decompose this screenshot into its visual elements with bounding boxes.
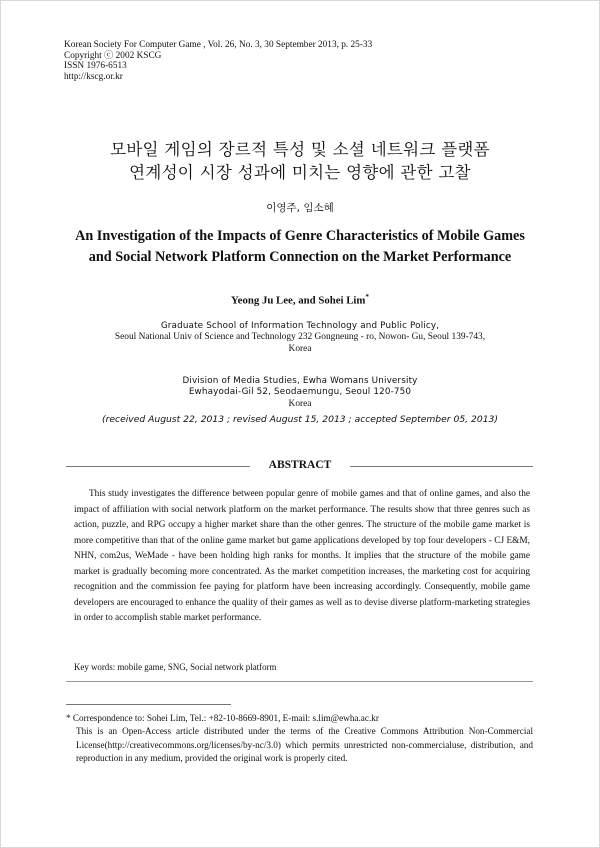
license-note: This is an Open-Access article distributed under the terms of the Creative Commons Attribution Non-Commercial License(http://creativecommons.org/licenses/by-nc/3.0) which permits unrestricted non-commercialuse, distribution, and reproduction in any medium, provided the original work is properly cited. — [76, 726, 533, 763]
english-authors — [0, 293, 600, 307]
affiliation-2-line-1: Division of Media Studies, Ewha Womans University — [182, 376, 418, 386]
keywords: Key words: mobile game, SNG, Social network platform — [74, 662, 277, 672]
journal-header — [64, 40, 372, 82]
footnote-rule — [66, 704, 231, 705]
footnote — [66, 712, 533, 765]
affiliation-2-line-2: Ewhayodai-Gil 52, Seodaemungu, Seoul 120-750 — [188, 387, 412, 398]
korean-title-line-1: 모바일 게임의 장르적 특성 및 소셜 네트워크 플랫폼 — [110, 140, 490, 159]
abstract-rule-left — [66, 466, 250, 467]
korean-title-line-2: 연계성이 시장 성과에 미치는 영향에 관한 고찰 — [129, 163, 471, 182]
abstract-rule-right — [350, 466, 533, 467]
affiliation-1-line-3: Korea — [288, 343, 312, 354]
korean-title — [0, 138, 600, 184]
affiliation-1-line-1: Graduate School of Information Technology and Public Policy, — [160, 321, 440, 331]
journal-citation: Korean Society For Computer Game , Vol. 26, No. 3, 30 September 2013, p. 25-33 — [64, 40, 373, 50]
affiliation-1-line-2: Seoul National Univ of Science and Technology 232 Gongneung - ro, Nowon- Gu, Seoul 139-743, — [114, 332, 486, 343]
korean-authors: 이영주, 임소혜 — [266, 202, 334, 214]
english-title: An Investigation of the Impacts of Genre Characteristics of Mobile Games and Social Network Platform Connection on the Market Performance — [75, 228, 525, 265]
affiliation-1 — [0, 321, 600, 355]
affiliation-2-line-3: Korea — [288, 398, 312, 409]
abstract-body: This study investigates the difference between popular genre of mobile games and that of online games, and also the impact of affiliation with social network platform on the market performance. The results show that three genres such as action, puzzle, and RPG occupy a higher market share than the other genres. The structure of the mobile game market is more competitive than that of the online game market but game applications developed by top four developers - CJ E&M, NHN, com2us, WeMade - have been holding high ranks for months. It implies that the structure of the mobile game market is gradually becoming more concentrated. As the market competition increases, the marketing cost for acquiring recognition and the commission fee paying for platform have been increasing accordingly. Consequently, mobile game developers are encouraged to enhance the quality of their games as well as to devise diverse platform-marketing strategies in order to accomplish stable market performance. — [74, 489, 530, 623]
correspondence-note: * Correspondence to: Sohei Lim, Tel.: +82-10-8669-8901, E-mail: s.lim@ewha.ac.kr — [66, 713, 379, 723]
keywords-rule — [66, 681, 533, 682]
affiliation-2 — [0, 376, 600, 410]
abstract-heading: ABSTRACT — [268, 459, 332, 471]
journal-url: http://kscg.or.kr — [64, 71, 123, 82]
copyright-line: Copyright ⓒ 2002 KSCG — [64, 50, 162, 61]
author-names: Yeong Ju Lee, and Sohei Lim — [231, 294, 366, 307]
corresponding-mark: * — [365, 293, 369, 301]
issn-line: ISSN 1976-6513 — [64, 61, 127, 72]
received-dates: (received August 22, 2013 ; revised August 15, 2013 ; accepted September 05, 2013) — [102, 414, 498, 425]
